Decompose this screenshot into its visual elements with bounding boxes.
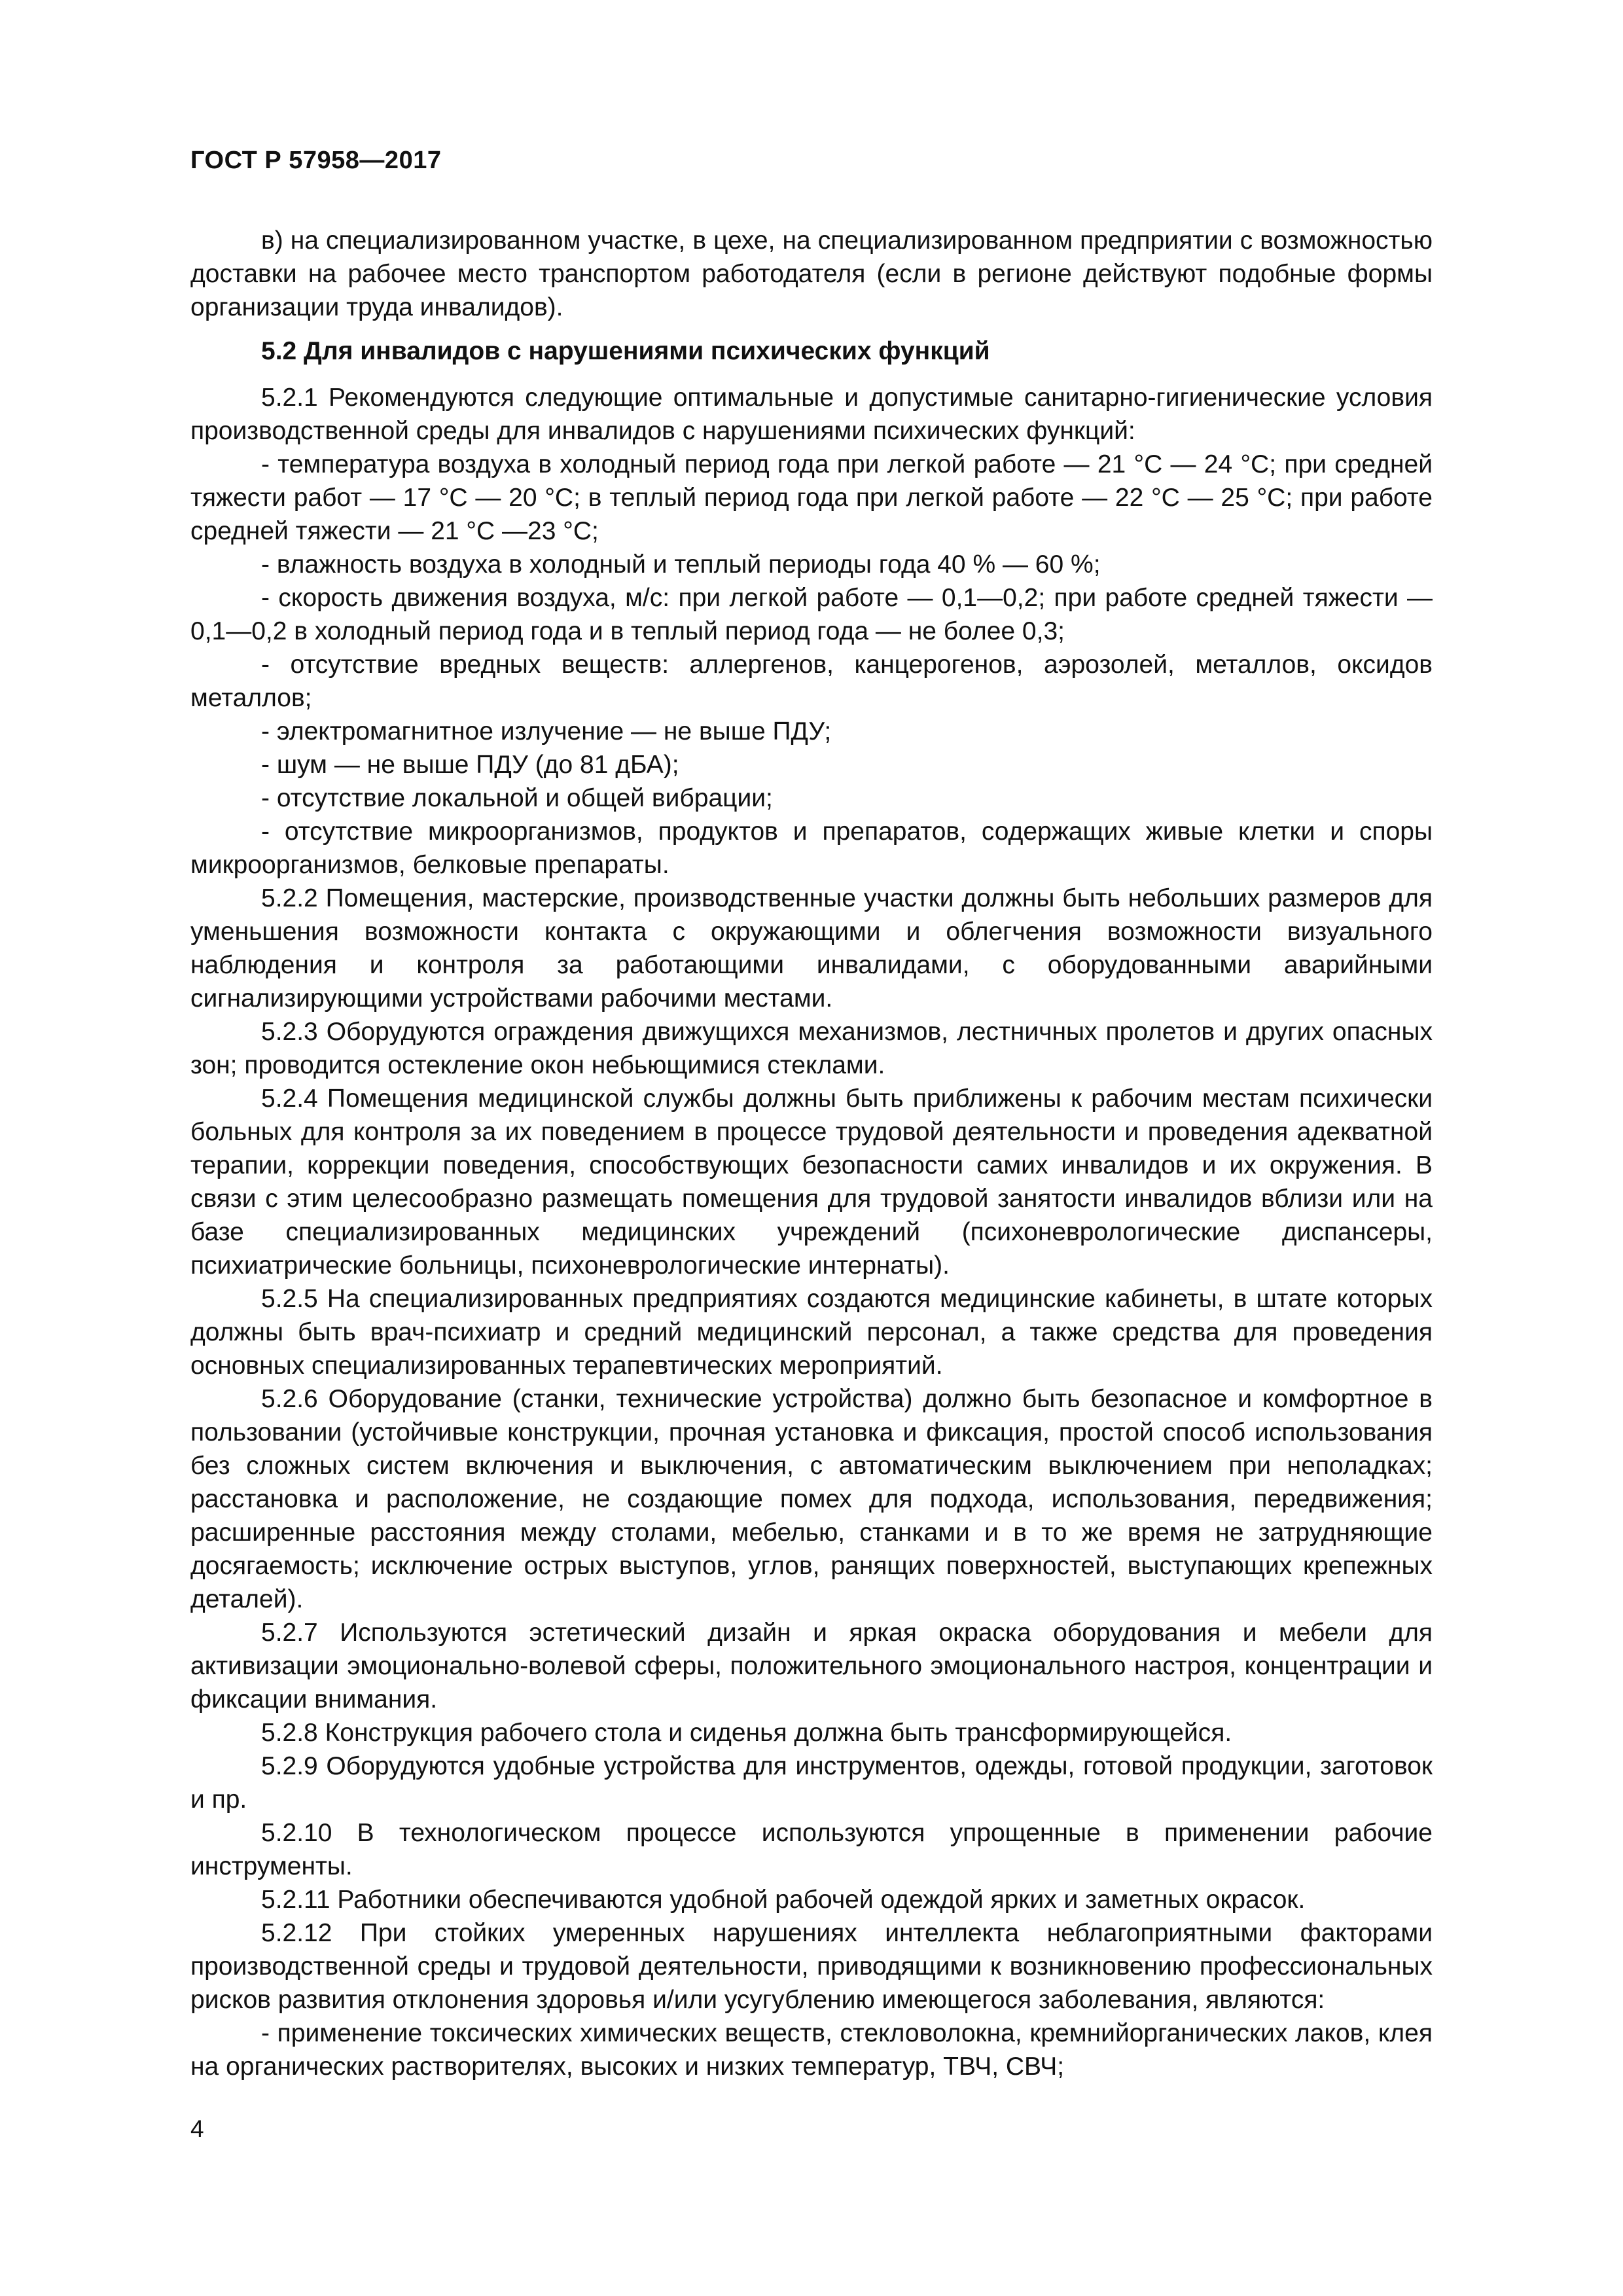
paragraph-5-2-5: 5.2.5 На специализированных предприятиях создаются медицинские кабинеты, в штате которых должны быть врач-психиатр и средний медицинский персонал, а также средства для проведения основных специализированных терапевтических мероприятий. bbox=[190, 1285, 1433, 1380]
paragraph-5-2-4: 5.2.4 Помещения медицинской службы должны быть приближены к рабочим местам психически больных для контроля за их поведением в процессе трудовой деятельности и проведения адекватной терапии, коррекции поведения, способствующих безопасности самих инвалидов и их окружения. В связи с этим целесообразно размещать помещения для трудовой занятости инвалидов вблизи или на базе специализированных медицинских учреждений (психоневрологические диспансеры, психиатрические больницы, психоневрологические интернаты). bbox=[190, 1085, 1433, 1280]
paragraph-5-2-7: 5.2.7 Используются эстетический дизайн и яркая окраска оборудования и мебели для активизации эмоционально-волевой сферы, положительного эмоционального настроя, концентрации и фиксации внимания. bbox=[190, 1619, 1433, 1713]
list-item-electromagnetic: - электромагнитное излучение — не выше ПДУ; bbox=[261, 717, 832, 745]
paragraph-5-2-10: 5.2.10 В технологическом процессе используются упрощенные в применении рабочие инструменты. bbox=[190, 1819, 1433, 1880]
document-body bbox=[190, 224, 1433, 2083]
paragraph-5-2-2: 5.2.2 Помещения, мастерские, производственные участки должны быть небольших размеров для уменьшения возможности контакта с окружающими и облегчения возможности визуального наблюдения и контроля за работающими инвалидами, с оборудованными аварийными сигнализирующими устройствами рабочими местами. bbox=[190, 884, 1433, 1013]
list-item-vibration: - отсутствие локальной и общей вибрации; bbox=[261, 784, 773, 812]
paragraph-5-2-6: 5.2.6 Оборудование (станки, технические устройства) должно быть безопасное и комфортное в пользовании (устойчивые конструкции, прочная установка и фиксация, простой способ использования без сложных систем включения и выключения, с автоматическим выключением при неполадках; расстановка и расположение, не создающие помех для подхода, использования, передвижения; расширенные расстояния между столами, мебелью, станками и в то же время не затрудняющие досягаемость; исключение острых выступов, углов, ранящих поверхностей, выступающих крепежных деталей). bbox=[190, 1385, 1433, 1613]
intro-item-v: в) на специализированном участке, в цехе, на специализированном предприятии с возможностью доставки на рабочее место транспортом работодателя (если в регионе действуют подобные формы организации труда инвалидов). bbox=[190, 226, 1433, 321]
list-item-noise: - шум — не выше ПДУ (до 81 дБА); bbox=[261, 751, 679, 779]
paragraph-5-2-8: 5.2.8 Конструкция рабочего стола и сиденья должна быть трансформирующейся. bbox=[261, 1719, 1232, 1747]
list-item-humidity: - влажность воздуха в холодный и теплый периоды года 40 % — 60 %; bbox=[261, 550, 1101, 579]
standard-header-title: ГОСТ Р 57958—2017 bbox=[190, 147, 442, 174]
section-heading: 5.2 Для инвалидов с нарушениями психических функций bbox=[261, 337, 990, 365]
list-item-air-speed: - скорость движения воздуха, м/с: при легкой работе — 0,1—0,2; при работе средней тяжести — 0,1—0,2 в холодный период года и в теплый период года — не более 0,3; bbox=[190, 584, 1433, 645]
page-number: 4 bbox=[190, 2115, 204, 2142]
list-item-temperature: - температура воздуха в холодный период года при легкой работе — 21 °С — 24 °С; при средней тяжести работ — 17 °С — 20 °С; в теплый период года при легкой работе — 22 °С — 25 °С; при работе средней тяжести — 21 °С —23 °С; bbox=[190, 450, 1433, 545]
list-item-microorganisms: - отсутствие микроорганизмов, продуктов и препаратов, содержащих живые клетки и споры микроорганизмов, белковые препараты. bbox=[190, 817, 1433, 879]
paragraph-5-2-1: 5.2.1 Рекомендуются следующие оптимальные и допустимые санитарно-гигиенические условия производственной среды для инвалидов с нарушениями психических функций: bbox=[190, 384, 1433, 445]
paragraph-5-2-11: 5.2.11 Работники обеспечиваются удобной рабочей одеждой ярких и заметных окрасок. bbox=[261, 1886, 1306, 1914]
list-item-toxic-chemicals: - применение токсических химических веществ, стекловолокна, кремнийорганических лаков, клея на органических растворителях, высоких и низких температур, ТВЧ, СВЧ; bbox=[190, 2019, 1433, 2081]
paragraph-5-2-3: 5.2.3 Оборудуются ограждения движущихся механизмов, лестничных пролетов и других опасных зон; проводится остекление окон небьющимися стеклами. bbox=[190, 1018, 1433, 1079]
list-item-harmful-substances: - отсутствие вредных веществ: аллергенов, канцерогенов, аэрозолей, металлов, оксидов металлов; bbox=[190, 651, 1433, 712]
paragraph-5-2-12: 5.2.12 При стойких умеренных нарушениях интеллекта неблагоприятными факторами производственной среды и трудовой деятельности, приводящими к возникновению профессиональных рисков развития отклонения здоровья и/или усугублению имеющегося заболевания, являются: bbox=[190, 1919, 1433, 2014]
paragraph-5-2-9: 5.2.9 Оборудуются удобные устройства для инструментов, одежды, готовой продукции, заготовок и пр. bbox=[190, 1752, 1433, 1814]
